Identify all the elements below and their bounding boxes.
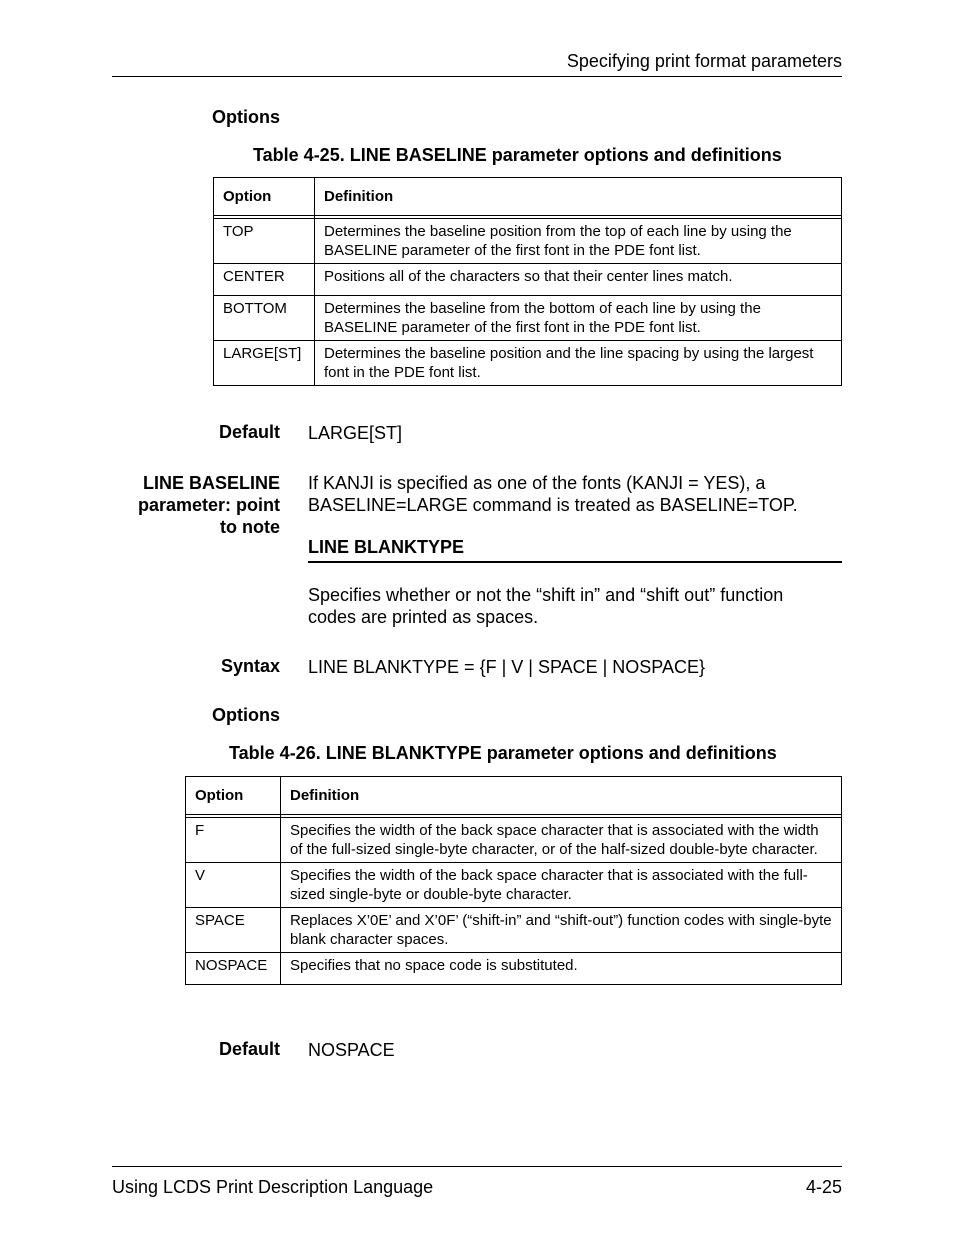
table-row [186,818,842,863]
column-header: Option [186,777,281,815]
column-header: Definition [315,178,842,216]
default-value: LARGE[ST] [308,423,403,443]
table-header-row [186,777,842,815]
page-number: 4-25 [805,1177,842,1197]
definition-cell: Positions all of the characters so that their center lines match. [315,264,842,296]
section-description [308,584,783,628]
blanktype-options-table [185,776,842,985]
table-row [214,341,842,386]
definition-cell: Determines the baseline position and the line spacing by using the largest font in the PDE font list. [315,341,842,386]
note-text-line: If KANJI is specified as one of the fonts (KANJI = YES), a [308,473,766,493]
option-cell: LARGE[ST] [214,341,315,386]
default-value: NOSPACE [308,1040,395,1060]
default-label: Default [218,422,280,442]
options-label: Options [212,705,280,725]
table-header-row [214,178,842,216]
table-row [214,219,842,264]
note-text [308,472,798,516]
footer-rule [112,1166,842,1167]
baseline-options-table [213,177,842,386]
option-cell: CENTER [214,264,315,296]
default-label: Default [218,1039,280,1059]
definition-cell: Determines the baseline from the bottom of each line by using the BASELINE parameter of the first font in the PDE font list. [315,296,842,341]
header-rule [112,76,842,77]
description-line: Specifies whether or not the “shift in” and “shift out” function [308,585,784,605]
definition-cell: Specifies the width of the back space character that is associated with the full-sized single-byte or double-byte character. [281,863,842,908]
table-row [186,953,842,985]
definition-cell: Determines the baseline position from the top of each line by using the BASELINE parameter of the first font in the PDE font list. [315,219,842,264]
table-row [214,296,842,341]
table-row [186,863,842,908]
note-label-line: parameter: point [137,495,280,515]
definition-cell: Specifies that no space code is substituted. [281,953,842,985]
option-cell: SPACE [186,908,281,953]
column-header: Option [214,178,315,216]
column-header: Definition [281,777,842,815]
running-header: Specifying print format parameters [566,51,842,71]
note-label [100,472,280,538]
description-line: codes are printed as spaces. [308,607,539,627]
footer-title: Using LCDS Print Description Language [112,1177,434,1197]
options-label: Options [212,107,280,127]
table-row [186,908,842,953]
note-label-line: to note [220,517,280,537]
note-label-line: LINE BASELINE [142,473,280,493]
syntax-value: LINE BLANKTYPE = {F | V | SPACE | NOSPACE} [308,657,706,677]
option-cell: TOP [214,219,315,264]
syntax-label: Syntax [220,656,280,676]
table-caption: Table 4-26. LINE BLANKTYPE parameter options and definitions [229,743,777,763]
option-cell: F [186,818,281,863]
definition-cell: Replaces X’0E’ and X’0F’ (“shift-in” and “shift-out”) function codes with single-byte blank character spaces. [281,908,842,953]
note-text-line: BASELINE=LARGE command is treated as BASELINE=TOP. [308,495,798,515]
section-title: LINE BLANKTYPE [308,537,465,557]
option-cell: NOSPACE [186,953,281,985]
option-cell: V [186,863,281,908]
table-row [214,264,842,296]
section-rule [308,561,842,563]
table-caption: Table 4-25. LINE BASELINE parameter options and definitions [253,145,782,165]
option-cell: BOTTOM [214,296,315,341]
definition-cell: Specifies the width of the back space character that is associated with the width of the full-sized single-byte character, or of the half-sized double-byte character. [281,818,842,863]
